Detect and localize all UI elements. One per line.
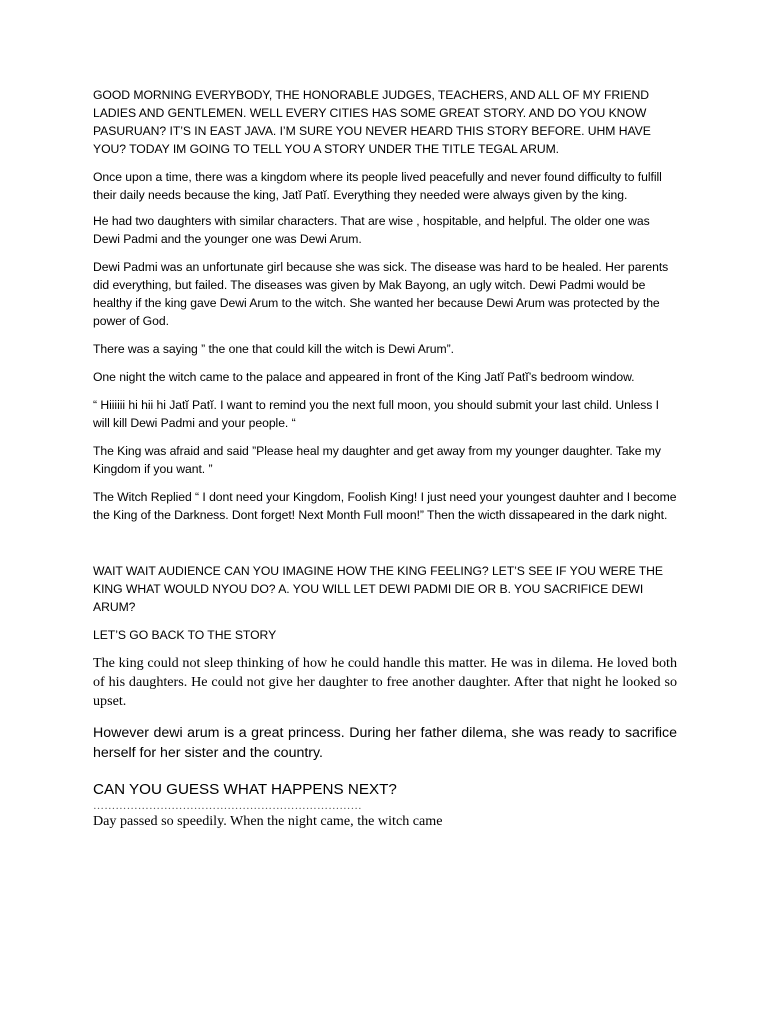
- document-page: [93, 86, 677, 830]
- story-paragraph-6: “ Hiiiiii hi hii hi Jatĭ Patĭ. I want to remind you the next full moon, you should submit your last child. Unless I will kill Dewi Padmi and your people. “: [93, 398, 659, 430]
- story-paragraph-4: There was a saying ” the one that could kill the witch is Dewi Arum”.: [93, 342, 454, 356]
- story-paragraph-2: He had two daughters with similar characters. That are wise , hospitable, and helpful. The older one was Dewi Padmi and the younger one was Dewi Arum.: [93, 214, 650, 246]
- story-paragraph-7: The King was afraid and said ”Please heal my daughter and get away from my younger daughter. Take my Kingdom if you want. ”: [93, 444, 661, 476]
- dotted-line: ………………………………………………………………: [93, 800, 362, 812]
- story-paragraph-5: One night the witch came to the palace and appeared in front of the King Jatĭ Patĭ’s bedroom window.: [93, 370, 635, 384]
- audience-question: WAIT WAIT AUDIENCE CAN YOU IMAGINE HOW THE KING FEELING? LET’S SEE IF YOU WERE THE KING WHAT WOULD NYOU DO? A. YOU WILL LET DEWI PADMI DIE OR B. YOU SACRIFICE DEWI ARUM?: [93, 564, 663, 614]
- story-paragraph-8: The Witch Replied “ I dont need your Kingdom, Foolish King! I just need your youngest dauhter and I become the King of the Darkness. Dont forget! Next Month Full moon!” Then the wicth dissapeared in the dark night.: [93, 490, 677, 522]
- story-paragraph-9: The king could not sleep thinking of how he could handle this matter. He was in dilema. He loved both of his daughters. He could not give her daughter to free another daughter. After that night he looked so upset.: [93, 655, 677, 709]
- story-paragraph-1: Once upon a time, there was a kingdom where its people lived peacefully and never found difficulty to fulfill their daily needs because the king, Jatĭ Patĭ. Everything they needed were always given by the king.: [93, 170, 662, 202]
- intro-paragraph: GOOD MORNING EVERYBODY, THE HONORABLE JUDGES, TEACHERS, AND ALL OF MY FRIEND LADIES AND GENTLEMEN. WELL EVERY CITIES HAS SOME GREAT STORY. AND DO YOU KNOW PASURUAN? IT’S IN EAST JAVA. I’M SURE YOU NEVER HEARD THIS STORY BEFORE. UHM HAVE YOU? TODAY IM GOING TO TELL YOU A STORY UNDER THE TITLE TEGAL ARUM.: [93, 88, 651, 156]
- story-paragraph-3: Dewi Padmi was an unfortunate girl because she was sick. The disease was hard to be healed. Her parents did everything, but failed. The diseases was given by Mak Bayong, an ugly witch. Dewi Padmi would be healthy if the king gave Dewi Arum to the witch. She wanted her because Dewi Arum was protected by the power of God.: [93, 260, 669, 328]
- story-paragraph-last: Day passed so speedily. When the night came, the witch came: [93, 813, 443, 829]
- back-to-story: LET’S GO BACK TO THE STORY: [93, 628, 277, 642]
- story-paragraph-10: However dewi arum is a great princess. During her father dilema, she was ready to sacrifice herself for her sister and the country.: [93, 725, 677, 761]
- guess-question: CAN YOU GUESS WHAT HAPPENS NEXT?: [93, 781, 397, 798]
